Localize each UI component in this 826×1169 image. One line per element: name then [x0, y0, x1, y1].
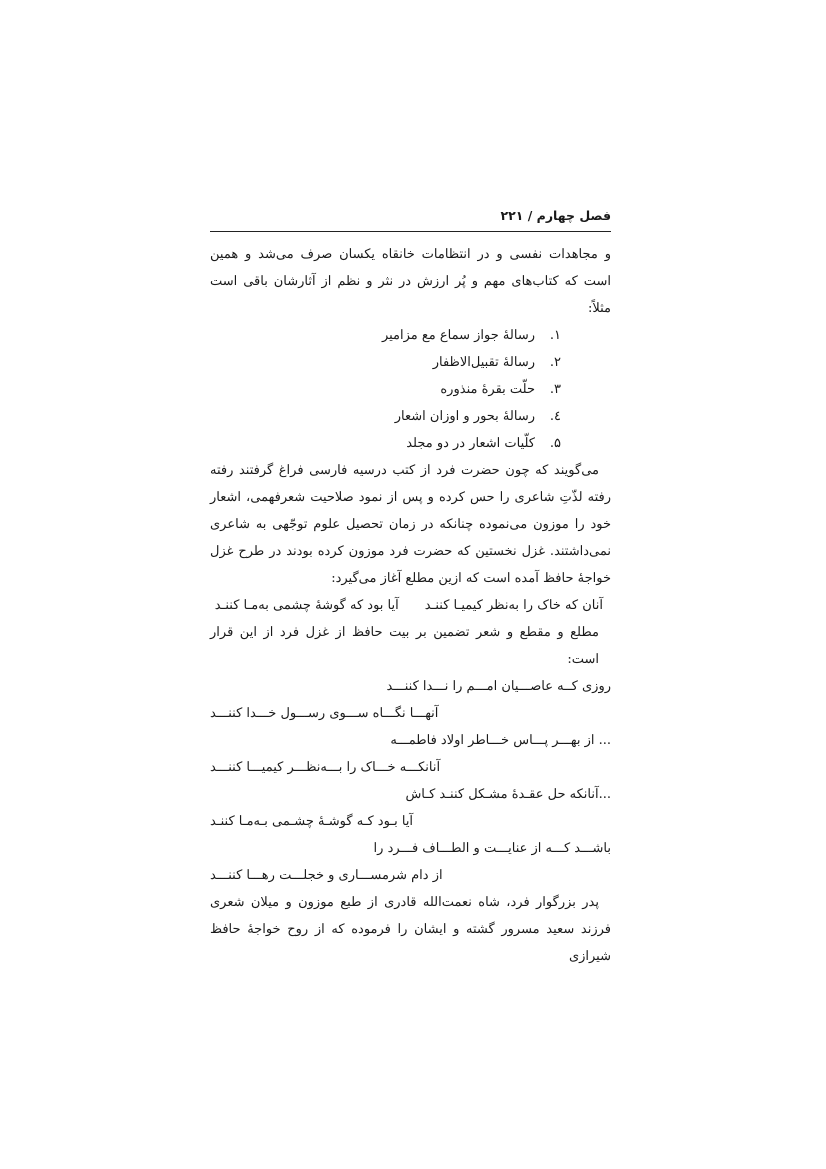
verse-line: ...آنانکه حل عقـدهٔ مشـکل کننـد کـاش: [405, 787, 611, 802]
page-body: [210, 241, 611, 970]
paragraph-two: می‌گویند که چون حضرت فرد از کتب درسیه فارسی فراغ گرفتند رفته رفته لذّتِ شاعری را حس کرده و پس از نمود صلاحیت شعرفهمی، اشعار خود را موزون می‌نموده چنانکه در زمان تحصیل علوم توجّهی به شاعری نمی‌داشتند. غزل نخستین که حضرت فرد موزون کرده بودند در طرح غزل خواجهٔ حافظ آمده است که ازین مطلع آغاز می‌گیرد:: [210, 463, 611, 586]
opening-paragraph: و مجاهدات نفسی و در انتظامات خانقاه یکسان صرف می‌شد و همین است که کتاب‌های مهم و پُر ارزش در نثر و نظم از آثارشان باقی است مثلاً:: [210, 247, 611, 316]
list-title: حلّت بقرهٔ منذوره: [440, 382, 535, 397]
verse-line: باشـــد کـــه از عنایـــت و الطـــاف فـــرد را: [373, 841, 611, 856]
list-number: ۱.: [549, 328, 561, 343]
list-number: ۳.: [549, 382, 561, 397]
running-header: فصل چهارم / ۲۲۱: [500, 208, 611, 223]
list-title: رسالهٔ جواز سماع مع مزامیر: [381, 328, 535, 343]
list-item: [210, 403, 561, 430]
header-rule: [210, 231, 611, 232]
paragraph-three: پدر بزرگوار فرد، شاه نعمت‌الله قادری از طبع موزون و میلان شعری فرزند سعید مسرور گشته و ایشان را فرموده که از روح خواجهٔ حافظ شیرازی: [210, 895, 611, 964]
list-title: رسالهٔ تقبیل‌الاظفار: [432, 355, 535, 370]
list-item: [210, 376, 561, 403]
list-number: ۵.: [549, 436, 561, 451]
verse-line: روزی کــه عاصـــیان امـــم را نـــدا کننـــد: [386, 679, 611, 694]
works-list: [210, 322, 611, 457]
matla-left-hemistich: آیا بود که گوشهٔ چشمی به‌مـا کننـد: [214, 598, 399, 613]
list-item: [210, 349, 561, 376]
list-number: ٤.: [549, 409, 561, 424]
list-item: [210, 430, 561, 457]
matla-right-hemistich: آنان که خاک را به‌نظر کیمیـا کننـد: [424, 598, 603, 613]
list-title: کلّیات اشعار در دو مجلد: [406, 436, 535, 451]
verse-line: آنهـــا نگـــاه ســـوی رســـول خـــدا کننـــد: [210, 706, 439, 721]
verse-line: از دام شرمســـاری و خجلـــت رهـــا کننـــد: [210, 868, 443, 883]
verse-line: ... از بهـــر پـــاس خـــاطر اولاد فاطمـــه: [390, 733, 611, 748]
list-number: ۲.: [549, 355, 561, 370]
poem: [210, 673, 611, 889]
list-item: [210, 322, 561, 349]
list-title: رسالهٔ بحور و اوزان اشعار: [394, 409, 535, 424]
verse-intro: مطلع و مقطع و شعر تضمین بر بیت حافظ از غزل فرد از این قرار است:: [210, 625, 599, 667]
verse-line: آیا بـود کـه گوشـهٔ چشـمی بـه‌مـا کننـد: [210, 814, 414, 829]
verse-line: آنانکـــه خـــاک را بـــه‌نظـــر کیمیـــا کننـــد: [210, 760, 441, 775]
matla-verse: [210, 592, 611, 619]
